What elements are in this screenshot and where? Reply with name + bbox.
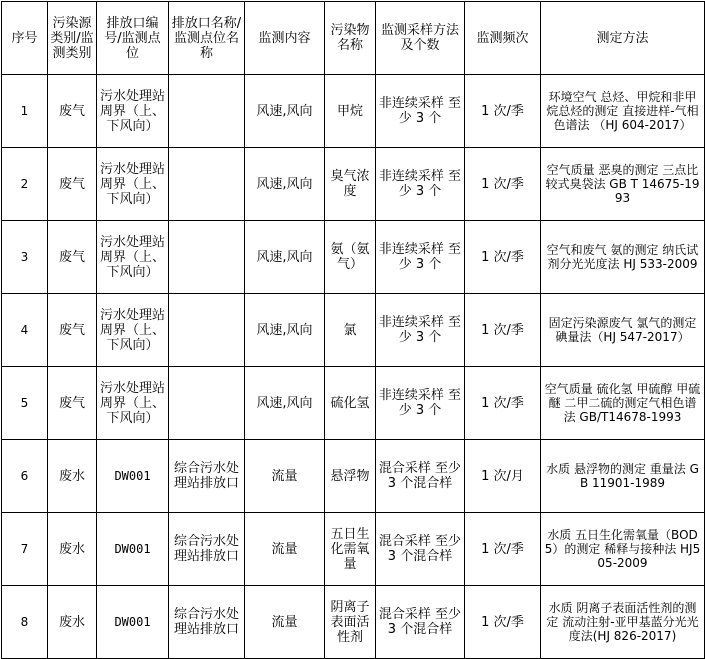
cell-outlet-name: 综合污水处理站排放口 (169, 586, 245, 659)
cell-pollutant: 甲烷 (325, 75, 376, 148)
cell-seq: 3 (2, 221, 48, 294)
cell-method: 空气和废气 氨的测定 纳氏试剂分光光度法 HJ 533-2009 (541, 221, 705, 294)
cell-outlet: DW001 (97, 440, 169, 513)
table-row (2, 440, 705, 513)
cell-frequency: 1 次/季 (465, 148, 541, 221)
cell-pollutant: 氨（氨气） (325, 221, 376, 294)
table-row (2, 221, 705, 294)
cell-content: 风速,风向 (245, 221, 325, 294)
cell-sampling: 非连续采样 至少 3 个 (376, 148, 465, 221)
cell-outlet: 污水处理站周界（上、下风向） (97, 75, 169, 148)
cell-pollutant: 阴离子表面活性剂 (325, 586, 376, 659)
cell-seq: 4 (2, 294, 48, 367)
cell-pollutant: 氯 (325, 294, 376, 367)
header-content: 监测内容 (245, 2, 325, 75)
header-outlet-id: 排放口编号/监测点位 (97, 2, 169, 75)
cell-source: 废气 (48, 221, 97, 294)
cell-method: 水质 悬浮物的测定 重量法 GB 11901-1989 (541, 440, 705, 513)
cell-seq: 8 (2, 586, 48, 659)
cell-source: 废气 (48, 294, 97, 367)
cell-content: 风速,风向 (245, 367, 325, 440)
cell-content: 风速,风向 (245, 294, 325, 367)
cell-content: 风速,风向 (245, 148, 325, 221)
table-row (2, 367, 705, 440)
cell-source: 废水 (48, 513, 97, 586)
cell-pollutant: 臭气浓度 (325, 148, 376, 221)
table-row (2, 513, 705, 586)
header-pollutant: 污染物名称 (325, 2, 376, 75)
monitoring-plan-table (1, 1, 705, 659)
cell-frequency: 1 次/季 (465, 513, 541, 586)
cell-method: 固定污染源废气 氯气的测定 碘量法（HJ 547-2017） (541, 294, 705, 367)
cell-method: 环境空气 总烃、甲烷和非甲烷总烃的测定 直接进样-气相色谱法 （HJ 604-2017） (541, 75, 705, 148)
table-row (2, 75, 705, 148)
cell-method: 水质 五日生化需氧量（BOD5）的测定 稀释与接种法 HJ505-2009 (541, 513, 705, 586)
cell-outlet-name: 综合污水处理站排放口 (169, 440, 245, 513)
table-row (2, 294, 705, 367)
header-source-category: 污染源类别/监测类别 (48, 2, 97, 75)
cell-pollutant: 硫化氢 (325, 367, 376, 440)
cell-seq: 2 (2, 148, 48, 221)
cell-source: 废气 (48, 75, 97, 148)
cell-outlet: 污水处理站周界（上、下风向） (97, 294, 169, 367)
header-row (2, 2, 705, 75)
cell-method: 空气质量 恶臭的测定 三点比较式臭袋法 GB T 14675-1993 (541, 148, 705, 221)
cell-frequency: 1 次/季 (465, 221, 541, 294)
cell-outlet-name (169, 148, 245, 221)
cell-content: 风速,风向 (245, 75, 325, 148)
cell-source: 废气 (48, 148, 97, 221)
header-method: 测定方法 (541, 2, 705, 75)
cell-outlet-name (169, 221, 245, 294)
cell-outlet: 污水处理站周界（上、下风向） (97, 221, 169, 294)
cell-outlet: DW001 (97, 586, 169, 659)
cell-content: 流量 (245, 440, 325, 513)
table-row (2, 148, 705, 221)
cell-seq: 6 (2, 440, 48, 513)
cell-frequency: 1 次/季 (465, 294, 541, 367)
cell-outlet: 污水处理站周界（上、下风向） (97, 148, 169, 221)
cell-method: 水质 阴离子表面活性剂的测定 流动注射-亚甲基蓝分光光度法(HJ 826-2017) (541, 586, 705, 659)
cell-outlet-name (169, 294, 245, 367)
cell-source: 废水 (48, 586, 97, 659)
cell-frequency: 1 次/季 (465, 586, 541, 659)
cell-pollutant: 悬浮物 (325, 440, 376, 513)
cell-sampling: 非连续采样 至少 3 个 (376, 75, 465, 148)
cell-sampling: 非连续采样 至少 3 个 (376, 294, 465, 367)
cell-method: 空气质量 硫化氢 甲硫醇 甲硫醚 二甲二硫的测定气相色谱法 GB/T14678-1993 (541, 367, 705, 440)
header-sampling: 监测采样方法及个数 (376, 2, 465, 75)
cell-sampling: 非连续采样 至少 3 个 (376, 221, 465, 294)
cell-seq: 5 (2, 367, 48, 440)
cell-outlet: DW001 (97, 513, 169, 586)
cell-source: 废水 (48, 440, 97, 513)
cell-outlet-name (169, 367, 245, 440)
header-outlet-name: 排放口名称/监测点位名称 (169, 2, 245, 75)
cell-frequency: 1 次/月 (465, 440, 541, 513)
cell-outlet-name (169, 75, 245, 148)
header-frequency: 监测频次 (465, 2, 541, 75)
cell-source: 废气 (48, 367, 97, 440)
cell-outlet-name: 综合污水处理站排放口 (169, 513, 245, 586)
cell-frequency: 1 次/季 (465, 367, 541, 440)
cell-sampling: 混合采样 至少 3 个混合样 (376, 586, 465, 659)
cell-sampling: 混合采样 至少 3 个混合样 (376, 440, 465, 513)
cell-outlet: 污水处理站周界（上、下风向） (97, 367, 169, 440)
header-seq: 序号 (2, 2, 48, 75)
cell-content: 流量 (245, 586, 325, 659)
cell-pollutant: 五日生化需氧量 (325, 513, 376, 586)
cell-seq: 7 (2, 513, 48, 586)
cell-content: 流量 (245, 513, 325, 586)
cell-sampling: 混合采样 至少 3 个混合样 (376, 513, 465, 586)
cell-frequency: 1 次/季 (465, 75, 541, 148)
cell-sampling: 非连续采样 至少 3 个 (376, 367, 465, 440)
cell-seq: 1 (2, 75, 48, 148)
